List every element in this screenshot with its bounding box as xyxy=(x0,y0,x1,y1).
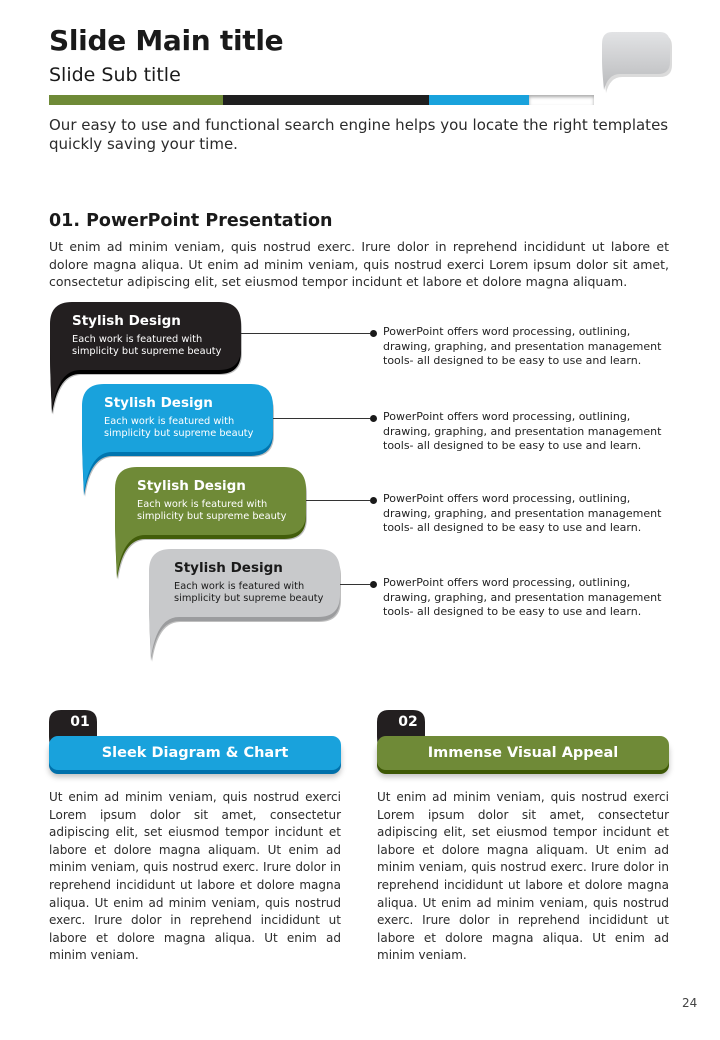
step-description xyxy=(72,334,221,358)
connector-dot xyxy=(370,330,377,337)
step-tab-text xyxy=(174,560,323,605)
column-heading-pill: Sleek Diagram & Chart xyxy=(49,736,341,770)
info-line: PowerPoint offers word processing, outlining, xyxy=(383,492,631,505)
bar-segment-green xyxy=(49,95,223,105)
step-info-text xyxy=(383,410,673,454)
bar-segment-black xyxy=(223,95,429,105)
column-number: 01 xyxy=(70,714,90,730)
connector-dot xyxy=(370,415,377,422)
step-description xyxy=(104,416,253,440)
connector-line xyxy=(306,500,370,501)
section-body: Ut enim ad minim veniam, quis nostrud exerc. Irure dolor in reprehend incididunt ut labore et dolore magna aliqua. Ut enim ad minim veniam, quis nostrud exerci Lorem ipsum dolor sit amet, consectetur adipiscing elit, set eiusmod tempor incidunt et labore et dolore magna aliquam. xyxy=(49,239,669,290)
info-line: tools- all designed to be easy to use and learn. xyxy=(383,354,642,367)
info-line: drawing, graphing, and presentation management xyxy=(383,590,662,604)
step-description xyxy=(174,581,323,605)
info-line: PowerPoint offers word processing, outlining, xyxy=(383,576,631,589)
connector-dot xyxy=(370,581,377,588)
step-title: Stylish Design xyxy=(137,478,246,494)
info-line: drawing, graphing, and presentation management xyxy=(383,339,662,353)
column-number: 02 xyxy=(398,714,418,730)
info-line: drawing, graphing, and presentation management xyxy=(383,506,662,520)
step-desc-line: simplicity but supreme beauty xyxy=(72,346,222,357)
info-line: tools- all designed to be easy to use and learn. xyxy=(383,521,642,534)
page-subtitle: Slide Sub title xyxy=(49,64,181,86)
page-title: Slide Main title xyxy=(49,24,284,57)
title-color-bar xyxy=(49,95,594,105)
column-heading-pill: Immense Visual Appeal xyxy=(377,736,669,770)
step-tab-text xyxy=(137,478,286,523)
step-title: Stylish Design xyxy=(72,313,181,329)
connector-line xyxy=(241,333,370,334)
connector-line xyxy=(340,584,370,585)
step-info-text xyxy=(383,576,673,620)
info-line: drawing, graphing, and presentation management xyxy=(383,424,662,438)
bar-segment-blue xyxy=(429,95,529,105)
step-desc-line: simplicity but supreme beauty xyxy=(137,511,287,522)
step-desc-line: Each work is featured with xyxy=(174,581,305,592)
step-title: Stylish Design xyxy=(104,395,213,411)
connector-line xyxy=(273,418,370,419)
step-info-text xyxy=(383,492,673,536)
intro-text: Our easy to use and functional search engine helps you locate the right templates quickly saving your time. xyxy=(49,116,669,153)
page-number: 24 xyxy=(682,996,698,1010)
step-title: Stylish Design xyxy=(174,560,283,576)
step-desc-line: Each work is featured with xyxy=(104,416,235,427)
info-line: tools- all designed to be easy to use and learn. xyxy=(383,439,642,452)
column-body-text: Ut enim ad minim veniam, quis nostrud exerci Lorem ipsum dolor sit amet, consectetur adipiscing elit, set eiusmod tempor incidunt et labore et dolore magna aliquam. Ut enim ad minim veniam, quis nostrud exerc. Irure dolor in reprehend incididunt ut labore et dolore magna aliqua. Ut enim ad minim veniam, quis nostrud exerc. Irure dolor in reprehend incididunt ut labore et dolore magna aliqua. Ut enim ad minim veniam. xyxy=(49,790,341,963)
connector-dot xyxy=(370,497,377,504)
step-desc-line: Each work is featured with xyxy=(72,334,203,345)
info-line: tools- all designed to be easy to use and learn. xyxy=(383,605,642,618)
step-desc-line: simplicity but supreme beauty xyxy=(104,428,254,439)
section-heading: 01. PowerPoint Presentation xyxy=(49,211,333,231)
info-line: PowerPoint offers word processing, outlining, xyxy=(383,410,631,423)
step-tab-text xyxy=(104,395,253,440)
step-info-text xyxy=(383,325,673,369)
step-tab-text xyxy=(72,313,221,358)
bar-segment-white xyxy=(529,95,594,105)
step-description xyxy=(137,499,286,523)
step-desc-line: simplicity but supreme beauty xyxy=(174,593,324,604)
speech-bubble-icon xyxy=(598,30,674,98)
info-line: PowerPoint offers word processing, outlining, xyxy=(383,325,631,338)
column-body-text: Ut enim ad minim veniam, quis nostrud exerci Lorem ipsum dolor sit amet, consectetur adipiscing elit, set eiusmod tempor incidunt et labore et dolore magna aliquam. Ut enim ad minim veniam, quis nostrud exerc. Irure dolor in reprehend incididunt ut labore et dolore magna aliqua. Ut enim ad minim veniam, quis nostrud exerc. Irure dolor in reprehend incididunt ut labore et dolore magna aliqua. Ut enim ad minim veniam. xyxy=(377,790,669,963)
step-desc-line: Each work is featured with xyxy=(137,499,268,510)
